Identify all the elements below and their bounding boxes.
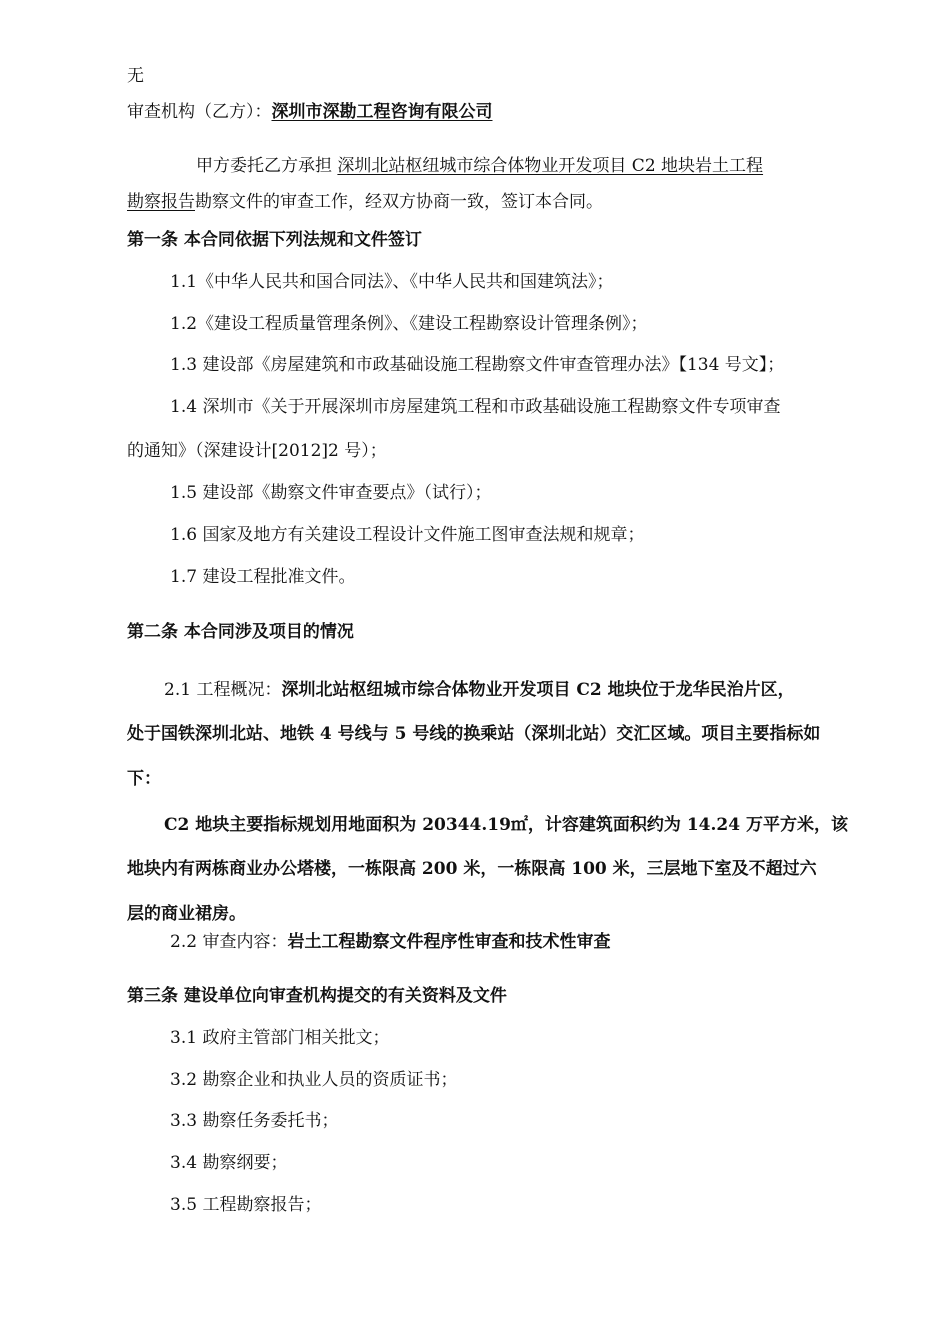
overview-label: 2.1 工程概况：: [164, 680, 282, 700]
review-content-line: [170, 930, 610, 954]
article1-item: 1.4 深圳市《关于开展深圳市房屋建筑工程和市政基础设施工程勘察文件专项审查: [170, 397, 781, 417]
indicator-line-2: 地块内有两栋商业办公塔楼，一栋限高 200 米，一栋限高 100 米，三层地下室及不超过六: [127, 859, 817, 879]
overview-line-1: [164, 678, 795, 702]
overview-text: 深圳北站枢纽城市综合体物业开发项目 C2 地块位于龙华民治片区，: [281, 680, 795, 700]
intro-prefix: 甲方委托乙方承担: [196, 156, 338, 176]
intro-suffix: 勘察文件的审查工作，经双方协商一致，签订本合同。: [195, 192, 603, 212]
article3-item: 3.3 勘察任务委托书；: [170, 1111, 339, 1131]
article2-title: 第二条 本合同涉及项目的情况: [127, 622, 354, 642]
review-content: 岩土工程勘察文件程序性审查和技术性审查: [287, 932, 611, 952]
intro-line-2: [127, 190, 603, 214]
indicator-line-3: 层的商业裙房。: [127, 904, 246, 924]
intro-project-part2: 勘察报告: [127, 192, 195, 212]
overview-line-3: 下：: [127, 769, 161, 789]
article1-title: 第一条 本合同依据下列法规和文件签订: [127, 230, 422, 250]
article1-item: 1.1《中华人民共和国合同法》、《中华人民共和国建筑法》；: [170, 272, 614, 292]
intro-line-1: [196, 154, 763, 178]
review-label: 2.2 审查内容：: [170, 932, 288, 952]
article1-item: 1.6 国家及地方有关建设工程设计文件施工图审查法规和规章；: [170, 525, 645, 545]
reviewer-label: 审查机构（乙方）：: [127, 102, 272, 122]
article3-item: 3.2 勘察企业和执业人员的资质证书；: [170, 1070, 458, 1090]
indicator-line-1: C2 地块主要指标规划用地面积为 20344.19㎡，计容建筑面积约为 14.24 万平方米，该: [164, 815, 848, 835]
article3-item: 3.4 勘察纲要；: [170, 1153, 288, 1173]
article1-item-continued: 的通知》（深建设计[2012]2 号）；: [127, 441, 387, 461]
article3-item: 3.5 工程勘察报告；: [170, 1195, 322, 1215]
article1-item: 1.2《建设工程质量管理条例》、《建设工程勘察设计管理条例》；: [170, 314, 648, 334]
intro-project-part1: 深圳北站枢纽城市综合体物业开发项目 C2 地块岩土工程: [337, 156, 764, 176]
top-word: 无: [127, 66, 144, 86]
article1-item: 1.5 建设部《勘察文件审查要点》（试行）；: [170, 483, 492, 503]
reviewer-name: 深圳市深勘工程咨询有限公司: [271, 102, 493, 122]
article3-title: 第三条 建设单位向审查机构提交的有关资料及文件: [127, 986, 507, 1006]
overview-line-2: 处于国铁深圳北站、地铁 4 号线与 5 号线的换乘站（深圳北站）交汇区域。项目主要指标如: [127, 724, 821, 744]
article1-item: 1.3 建设部《房屋建筑和市政基础设施工程勘察文件审查管理办法》【134 号文】；: [170, 355, 785, 375]
reviewer-line: [127, 100, 493, 124]
article1-item: 1.7 建设工程批准文件。: [170, 567, 356, 587]
article3-item: 3.1 政府主管部门相关批文；: [170, 1028, 390, 1048]
